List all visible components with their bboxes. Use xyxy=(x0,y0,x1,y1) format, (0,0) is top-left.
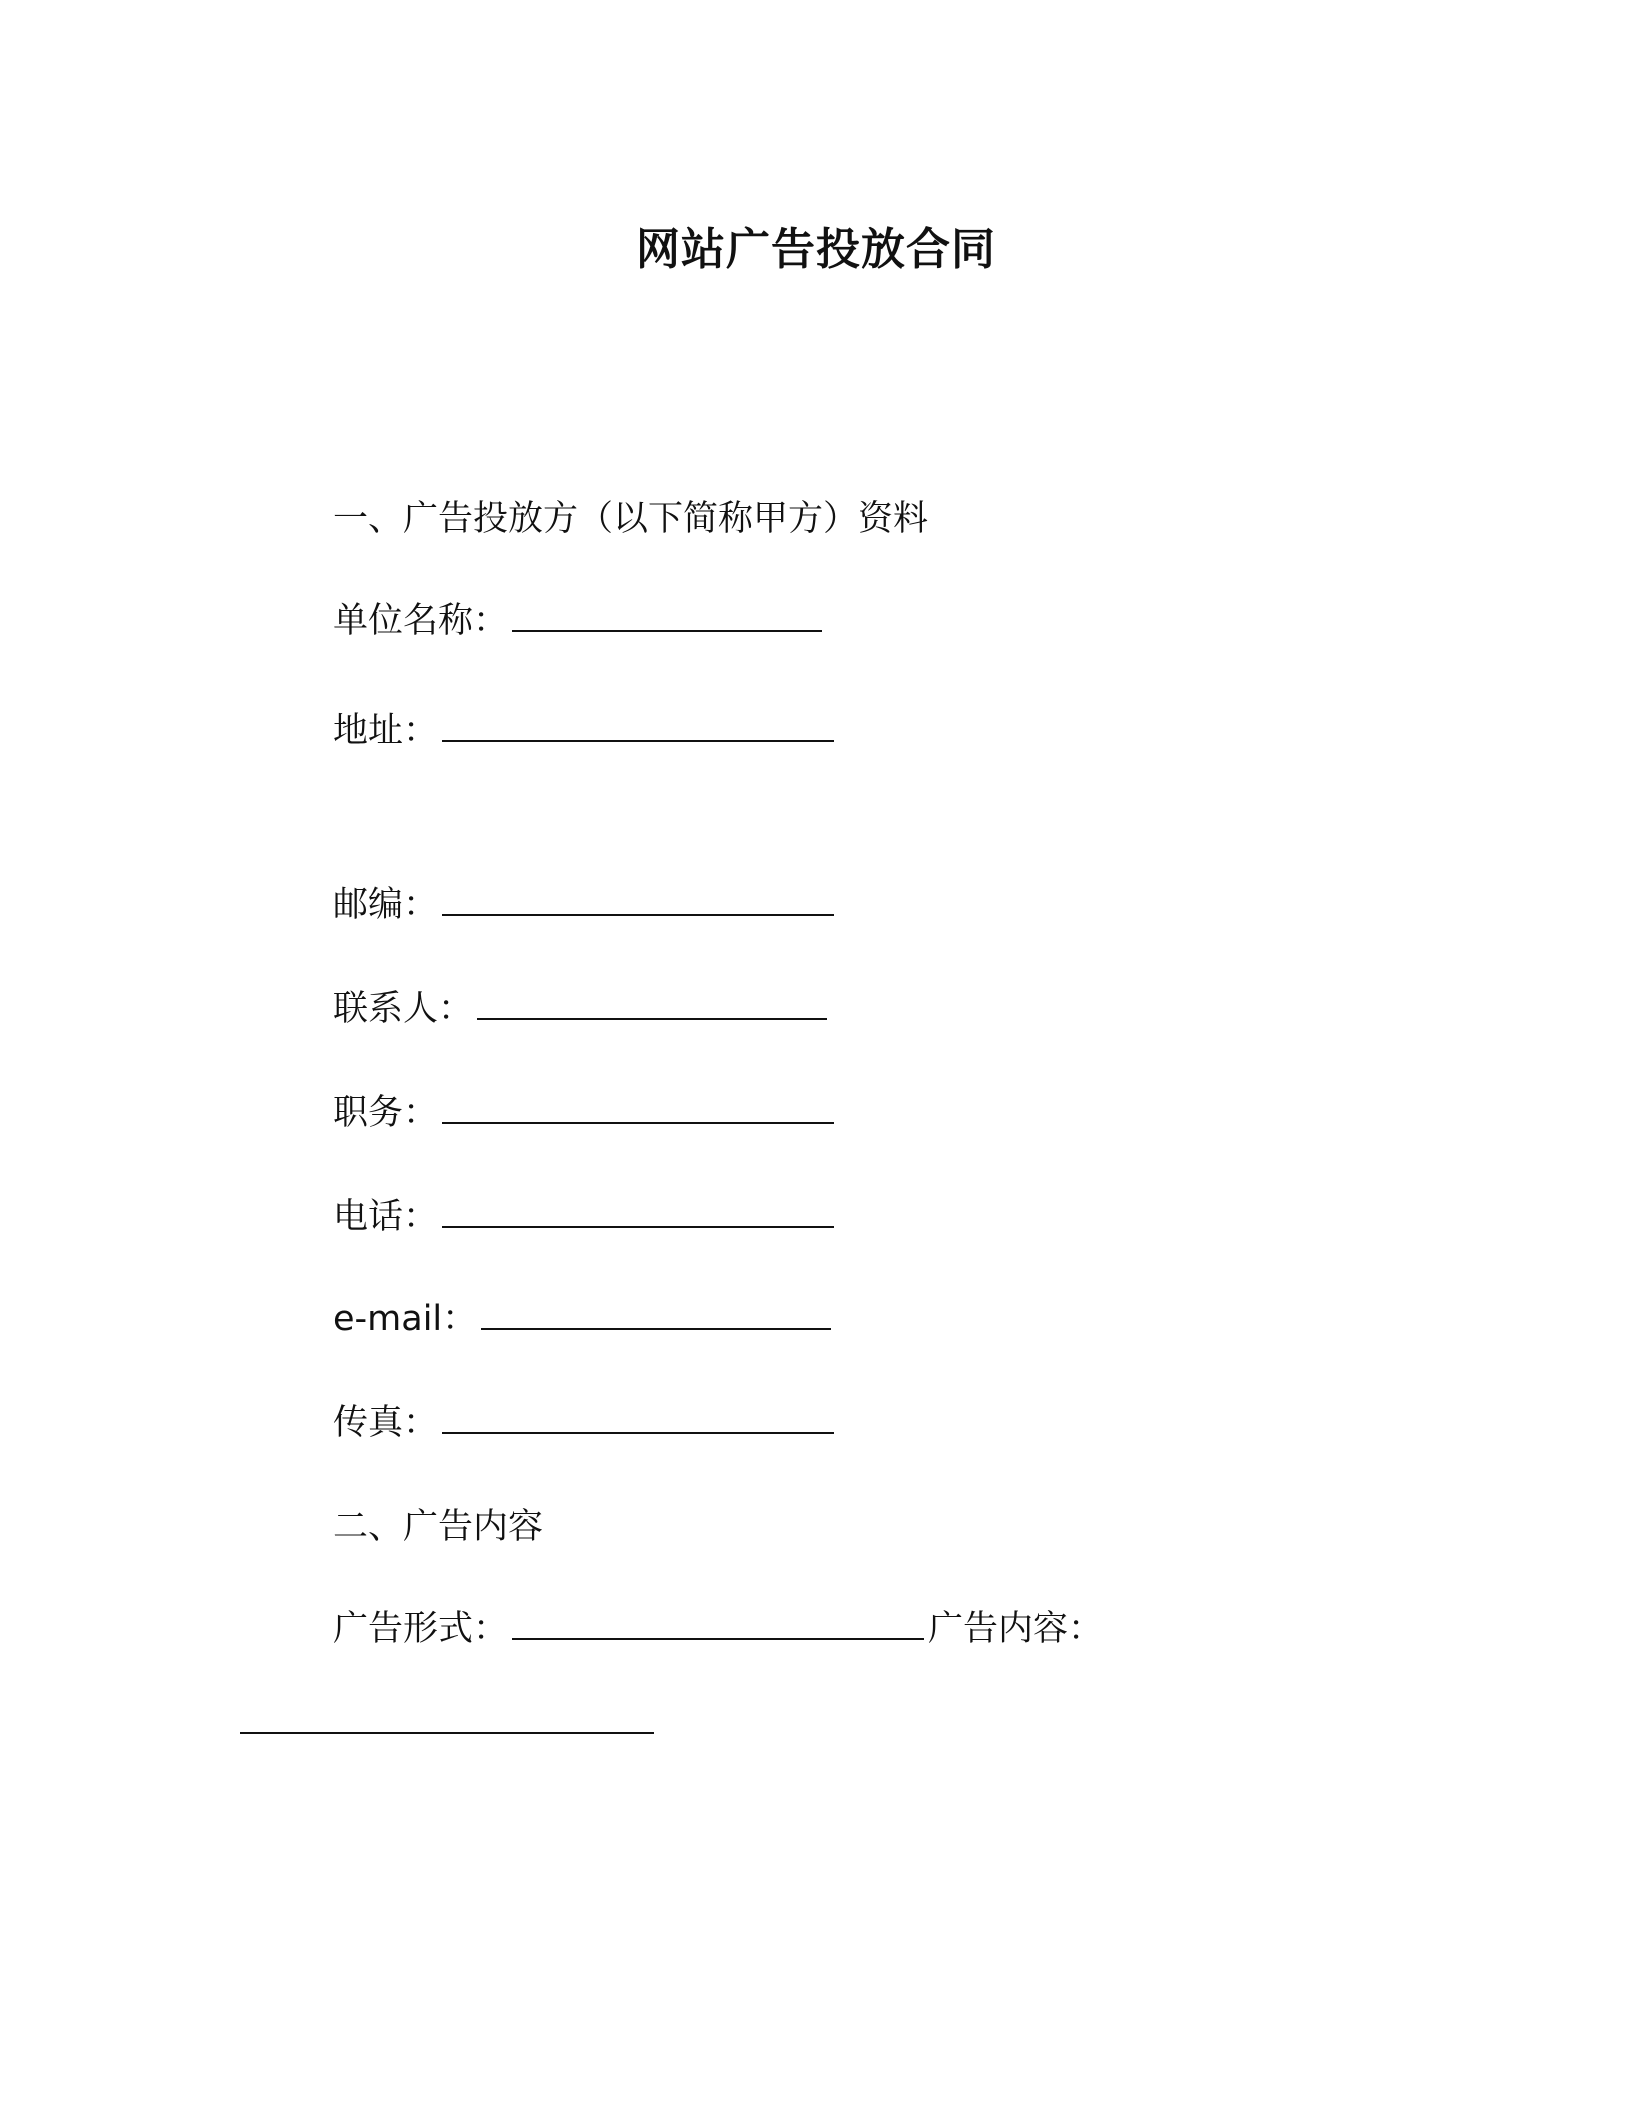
ad-form-row xyxy=(333,1606,1103,1652)
contact-field[interactable] xyxy=(477,1017,827,1020)
ad-content-field[interactable] xyxy=(240,1732,654,1734)
email-row xyxy=(333,1296,831,1342)
postcode-label: 邮编： xyxy=(333,885,439,925)
position-field[interactable] xyxy=(442,1121,834,1124)
section1-heading: 一、广告投放方（以下简称甲方）资料 xyxy=(333,499,929,539)
company-name-label: 单位名称： xyxy=(333,601,509,641)
address-label: 地址： xyxy=(333,711,439,751)
fax-label: 传真： xyxy=(333,1403,439,1443)
position-row xyxy=(333,1090,834,1136)
document-title: 网站广告投放合同 xyxy=(636,224,996,275)
fax-field[interactable] xyxy=(442,1431,834,1434)
phone-field[interactable] xyxy=(442,1225,834,1228)
postcode-field[interactable] xyxy=(442,913,834,916)
company-name-field[interactable] xyxy=(512,629,822,632)
postcode-row xyxy=(333,882,834,928)
ad-content-label: 广告内容： xyxy=(928,1609,1104,1649)
phone-row xyxy=(333,1194,834,1240)
contact-row xyxy=(333,986,827,1032)
company-name-row xyxy=(333,598,822,644)
address-field[interactable] xyxy=(442,739,834,742)
fax-row xyxy=(333,1400,834,1446)
email-label: e-mail： xyxy=(333,1299,478,1339)
contact-label: 联系人： xyxy=(333,989,474,1029)
section2-heading: 二、广告内容 xyxy=(333,1507,544,1547)
phone-label: 电话： xyxy=(333,1197,439,1237)
ad-form-field[interactable] xyxy=(512,1637,924,1640)
email-field[interactable] xyxy=(481,1327,831,1330)
position-label: 职务： xyxy=(333,1093,439,1133)
address-row xyxy=(333,708,834,754)
ad-form-label: 广告形式： xyxy=(333,1609,509,1649)
